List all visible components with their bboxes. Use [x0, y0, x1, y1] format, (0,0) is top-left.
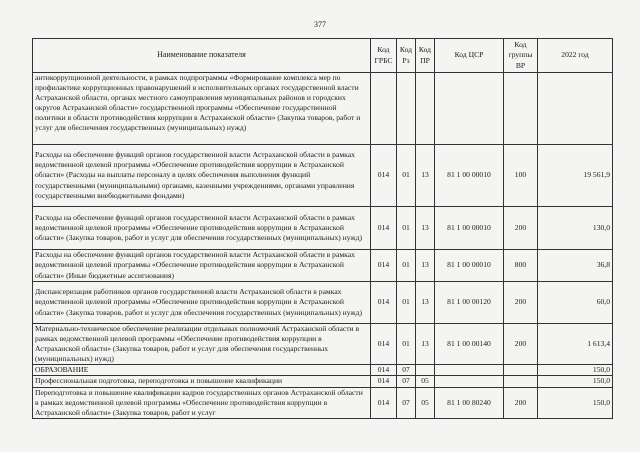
header-name: Наименование показателя — [33, 39, 371, 73]
cell-vr: 200 — [504, 324, 538, 365]
cell-name: Материально-техническое обеспечение реализации отдельных полномочий Астраханской области в рамках ведомственной целевой программы «Обеспечение противодействия коррупции в Астраханской области» (Закупка товаров, работ и услуг для обеспечения государственных (муниципальных) нужд) — [33, 324, 371, 365]
cell-grbs: 014 — [371, 324, 397, 365]
header-rz: Код Рз — [397, 39, 416, 73]
cell-pr: 05 — [416, 387, 435, 418]
table-row — [33, 282, 613, 324]
cell-grbs: 014 — [371, 250, 397, 282]
cell-pr — [416, 73, 435, 145]
cell-vr: 200 — [504, 207, 538, 250]
budget-table — [32, 38, 613, 419]
cell-vr: 200 — [504, 387, 538, 418]
cell-rz: 01 — [397, 207, 416, 250]
cell-rz — [397, 73, 416, 145]
cell-name: антикоррупционной деятельности, в рамках подпрограммы «Формирование комплекса мер по профилактике коррупционных правонарушений в исполнительных органах государственной власти Астраханской области, органах местного самоуправления муниципальных районов и городских округов Астраханской области» государственной программы «Обеспечение государственной политики в области противодействия коррупции в Астраханской области» (Закупка товаров, работ и услуг для обеспечения государственных (муниципальных) нужд) — [33, 73, 371, 145]
cell-amount: 19 561,9 — [538, 145, 613, 207]
cell-vr: 800 — [504, 250, 538, 282]
table-row — [33, 365, 613, 376]
cell-csr: 81 1 00 00140 — [435, 324, 504, 365]
header-grbs: Код ГРБС — [371, 39, 397, 73]
cell-amount: 130,0 — [538, 207, 613, 250]
cell-csr: 81 1 00 00010 — [435, 250, 504, 282]
cell-grbs: 014 — [371, 207, 397, 250]
page-number: 377 — [314, 20, 326, 29]
cell-name: Расходы на обеспечение функций органов государственной власти Астраханской области в рамках ведомственной целевой программы «Обеспечение противодействия коррупции в Астраханской области» (Расходы на выплаты персоналу в целях обеспечения выполнения функций государственными (муниципальными) органами, казенными учреждениями, органами управления государственными внебюджетными фондами) — [33, 145, 371, 207]
cell-amount: 60,0 — [538, 282, 613, 324]
cell-grbs: 014 — [371, 145, 397, 207]
header-csr: Код ЦСР — [435, 39, 504, 73]
cell-csr: 81 1 00 80240 — [435, 387, 504, 418]
cell-pr: 13 — [416, 324, 435, 365]
cell-vr: 200 — [504, 282, 538, 324]
table-row — [33, 207, 613, 250]
table-header-row — [33, 39, 613, 73]
cell-pr: 05 — [416, 376, 435, 387]
cell-pr: 13 — [416, 250, 435, 282]
cell-pr — [416, 365, 435, 376]
cell-rz: 07 — [397, 365, 416, 376]
cell-csr: 81 1 00 00010 — [435, 145, 504, 207]
cell-pr: 13 — [416, 145, 435, 207]
cell-name: Диспансеризация работников органов государственной власти Астраханской области в рамках ведомственной целевой программы «Обеспечение противодействия коррупции в Астраханской области» (Закупка товаров, работ и услуг для обеспечения государственных (муниципальных) нужд) — [33, 282, 371, 324]
cell-grbs — [371, 73, 397, 145]
cell-pr: 13 — [416, 207, 435, 250]
cell-amount: 1 613,4 — [538, 324, 613, 365]
cell-grbs: 014 — [371, 282, 397, 324]
table-row — [33, 376, 613, 387]
cell-csr — [435, 376, 504, 387]
cell-amount: 36,8 — [538, 250, 613, 282]
cell-csr: 81 1 00 00120 — [435, 282, 504, 324]
header-year: 2022 год — [538, 39, 613, 73]
cell-grbs: 014 — [371, 365, 397, 376]
cell-rz: 07 — [397, 376, 416, 387]
cell-name: Расходы на обеспечение функций органов государственной власти Астраханской области в рамках ведомственной целевой программы «Обеспечение противодействия коррупции в Астраханской области» (Закупка товаров, работ и услуг для обеспечения государственных (муниципальных) нужд) — [33, 207, 371, 250]
table-row — [33, 73, 613, 145]
cell-name: Переподготовка и повышение квалификации кадров государственных органов Астраханской области в рамках ведомственной целевой программы «Обеспечение противодействия коррупции в Астраханской области» (Закупка товаров, работ и услуг — [33, 387, 371, 418]
cell-vr — [504, 73, 538, 145]
cell-csr — [435, 365, 504, 376]
header-pr: Код ПР — [416, 39, 435, 73]
cell-vr — [504, 376, 538, 387]
cell-amount: 150,0 — [538, 365, 613, 376]
cell-rz: 01 — [397, 250, 416, 282]
cell-grbs: 014 — [371, 387, 397, 418]
table-row — [33, 324, 613, 365]
cell-name: Профессиональная подготовка, переподготовка и повышение квалификации — [33, 376, 371, 387]
table-row — [33, 145, 613, 207]
cell-rz: 07 — [397, 387, 416, 418]
cell-vr: 100 — [504, 145, 538, 207]
header-vr: Код группы ВР — [504, 39, 538, 73]
cell-rz: 01 — [397, 282, 416, 324]
cell-pr: 13 — [416, 282, 435, 324]
cell-csr — [435, 73, 504, 145]
cell-amount: 150,0 — [538, 376, 613, 387]
cell-name: ОБРАЗОВАНИЕ — [33, 365, 371, 376]
table-row — [33, 387, 613, 418]
cell-vr — [504, 365, 538, 376]
cell-amount — [538, 73, 613, 145]
cell-name: Расходы на обеспечение функций органов государственной власти Астраханской области в рамках ведомственной целевой программы «Обеспечение противодействия коррупции в Астраханской области» (Иные бюджетные ассигнования) — [33, 250, 371, 282]
cell-rz: 01 — [397, 324, 416, 365]
cell-csr: 81 1 00 00010 — [435, 207, 504, 250]
cell-amount: 150,0 — [538, 387, 613, 418]
cell-rz: 01 — [397, 145, 416, 207]
cell-grbs: 014 — [371, 376, 397, 387]
table-row — [33, 250, 613, 282]
